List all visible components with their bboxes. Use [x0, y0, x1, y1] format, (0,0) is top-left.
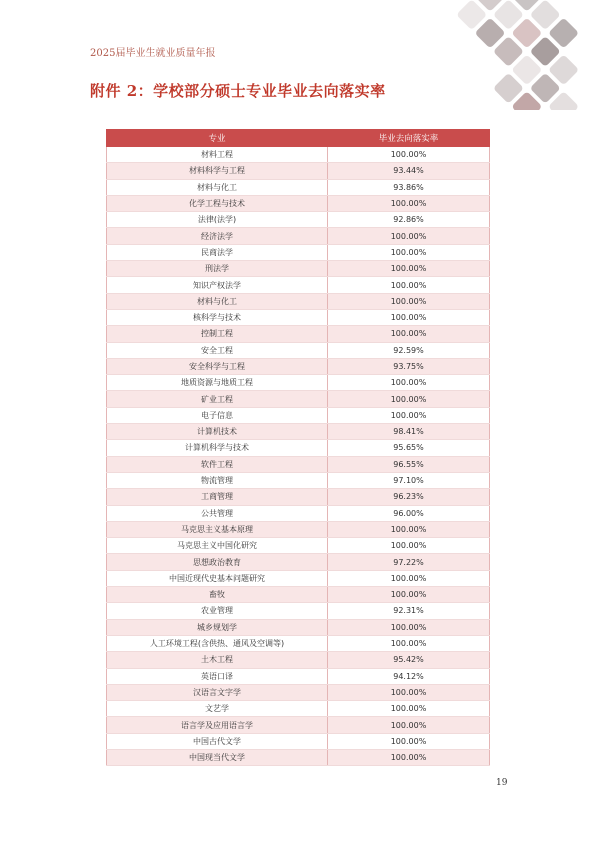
- rate-cell: 100.00%: [328, 326, 490, 342]
- major-cell: 城乡规划学: [107, 619, 328, 635]
- table-row: [107, 472, 490, 488]
- rate-cell: 92.31%: [328, 603, 490, 619]
- rate-cell: 100.00%: [328, 701, 490, 717]
- rate-cell: 96.00%: [328, 505, 490, 521]
- table-row: [107, 587, 490, 603]
- rate-cell: 100.00%: [328, 375, 490, 391]
- decorative-tiles: [395, 0, 595, 110]
- major-cell: 中国近现代史基本问题研究: [107, 570, 328, 586]
- report-header: 2025届毕业生就业质量年报: [90, 48, 216, 59]
- major-cell: 安全科学与工程: [107, 358, 328, 374]
- major-cell: 控制工程: [107, 326, 328, 342]
- table-body: [107, 147, 490, 766]
- table-header-row: [107, 130, 490, 147]
- rate-cell: 98.41%: [328, 424, 490, 440]
- table-row: [107, 179, 490, 195]
- table-row: [107, 391, 490, 407]
- table-row: [107, 147, 490, 163]
- major-cell: 土木工程: [107, 652, 328, 668]
- rate-cell: 100.00%: [328, 309, 490, 325]
- major-cell: 矿业工程: [107, 391, 328, 407]
- table-row: [107, 212, 490, 228]
- rate-cell: 100.00%: [328, 244, 490, 260]
- rate-cell: 100.00%: [328, 733, 490, 749]
- employment-rate-table: [106, 129, 490, 766]
- page-number: 19: [496, 778, 508, 788]
- major-cell: 计算机科学与技术: [107, 440, 328, 456]
- rate-cell: 100.00%: [328, 521, 490, 537]
- major-cell: 材料科学与工程: [107, 163, 328, 179]
- rate-cell: 100.00%: [328, 749, 490, 765]
- major-cell: 物流管理: [107, 472, 328, 488]
- rate-cell: 96.23%: [328, 489, 490, 505]
- table-row: [107, 309, 490, 325]
- rate-cell: 100.00%: [328, 717, 490, 733]
- major-cell: 语言学及应用语言学: [107, 717, 328, 733]
- table-row: [107, 635, 490, 651]
- rate-cell: 100.00%: [328, 277, 490, 293]
- table-row: [107, 358, 490, 374]
- rate-cell: 100.00%: [328, 195, 490, 211]
- rate-cell: 100.00%: [328, 684, 490, 700]
- rate-cell: 100.00%: [328, 619, 490, 635]
- table-row: [107, 342, 490, 358]
- rate-cell: 96.55%: [328, 456, 490, 472]
- major-cell: 马克思主义基本原理: [107, 521, 328, 537]
- table-row: [107, 684, 490, 700]
- rate-cell: 100.00%: [328, 228, 490, 244]
- rate-cell: 100.00%: [328, 293, 490, 309]
- table-row: [107, 244, 490, 260]
- major-cell: 刑法学: [107, 261, 328, 277]
- table-row: [107, 554, 490, 570]
- rate-cell: 94.12%: [328, 668, 490, 684]
- major-cell: 计算机技术: [107, 424, 328, 440]
- table-row: [107, 228, 490, 244]
- rate-cell: 93.86%: [328, 179, 490, 195]
- rate-cell: 100.00%: [328, 261, 490, 277]
- major-cell: 安全工程: [107, 342, 328, 358]
- column-header-major: 专业: [107, 130, 328, 147]
- rate-cell: 92.86%: [328, 212, 490, 228]
- column-header-rate: 毕业去向落实率: [328, 130, 490, 147]
- major-cell: 民商法学: [107, 244, 328, 260]
- rate-cell: 100.00%: [328, 407, 490, 423]
- major-cell: 中国古代文学: [107, 733, 328, 749]
- table-row: [107, 603, 490, 619]
- table-row: [107, 505, 490, 521]
- rate-cell: 100.00%: [328, 391, 490, 407]
- rate-cell: 100.00%: [328, 570, 490, 586]
- rate-cell: 100.00%: [328, 147, 490, 163]
- rate-cell: 100.00%: [328, 587, 490, 603]
- table-row: [107, 440, 490, 456]
- major-cell: 软件工程: [107, 456, 328, 472]
- major-cell: 公共管理: [107, 505, 328, 521]
- major-cell: 化学工程与技术: [107, 195, 328, 211]
- major-cell: 英语口译: [107, 668, 328, 684]
- table-row: [107, 326, 490, 342]
- major-cell: 核科学与技术: [107, 309, 328, 325]
- table-row: [107, 407, 490, 423]
- table-row: [107, 538, 490, 554]
- table-row: [107, 701, 490, 717]
- table-row: [107, 163, 490, 179]
- major-cell: 农业管理: [107, 603, 328, 619]
- major-cell: 经济法学: [107, 228, 328, 244]
- rate-cell: 92.59%: [328, 342, 490, 358]
- major-cell: 中国现当代文学: [107, 749, 328, 765]
- table-row: [107, 375, 490, 391]
- table-row: [107, 749, 490, 765]
- table-row: [107, 733, 490, 749]
- table-row: [107, 489, 490, 505]
- major-cell: 思想政治教育: [107, 554, 328, 570]
- table-row: [107, 668, 490, 684]
- rate-cell: 97.22%: [328, 554, 490, 570]
- major-cell: 人工环境工程(含供热、通风及空调等): [107, 635, 328, 651]
- rate-cell: 93.44%: [328, 163, 490, 179]
- table-row: [107, 521, 490, 537]
- page-title: 附件 2：学校部分硕士专业毕业去向落实率: [90, 82, 386, 100]
- table-row: [107, 277, 490, 293]
- rate-cell: 97.10%: [328, 472, 490, 488]
- major-cell: 汉语言文字学: [107, 684, 328, 700]
- table-row: [107, 456, 490, 472]
- major-cell: 材料与化工: [107, 179, 328, 195]
- rate-cell: 100.00%: [328, 635, 490, 651]
- table-row: [107, 293, 490, 309]
- table-row: [107, 652, 490, 668]
- table-row: [107, 424, 490, 440]
- major-cell: 材料与化工: [107, 293, 328, 309]
- rate-cell: 100.00%: [328, 538, 490, 554]
- table-row: [107, 619, 490, 635]
- rate-cell: 93.75%: [328, 358, 490, 374]
- major-cell: 文艺学: [107, 701, 328, 717]
- major-cell: 材料工程: [107, 147, 328, 163]
- table-row: [107, 570, 490, 586]
- table-row: [107, 195, 490, 211]
- major-cell: 畜牧: [107, 587, 328, 603]
- major-cell: 马克思主义中国化研究: [107, 538, 328, 554]
- major-cell: 工商管理: [107, 489, 328, 505]
- table-row: [107, 717, 490, 733]
- rate-cell: 95.42%: [328, 652, 490, 668]
- major-cell: 法律(法学): [107, 212, 328, 228]
- major-cell: 知识产权法学: [107, 277, 328, 293]
- table-row: [107, 261, 490, 277]
- rate-cell: 95.65%: [328, 440, 490, 456]
- major-cell: 地质资源与地质工程: [107, 375, 328, 391]
- major-cell: 电子信息: [107, 407, 328, 423]
